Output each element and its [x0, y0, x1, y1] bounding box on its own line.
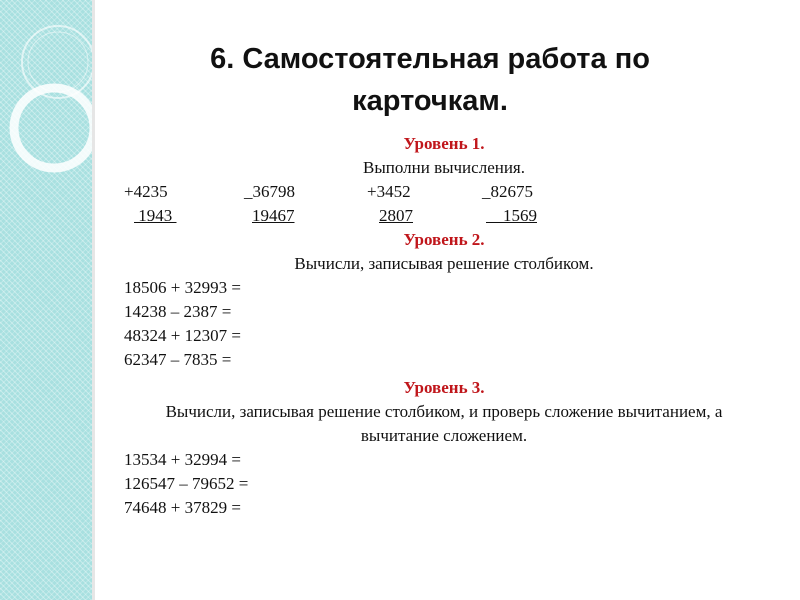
level1-top-1: _36798 [244, 182, 295, 201]
page-title [150, 38, 710, 122]
level2-item: 62347 – 7835 = [124, 350, 232, 369]
level2-item: 18506 + 32993 = [124, 278, 241, 297]
decorative-sidebar [0, 0, 95, 600]
level1-bottom-2: 2807 [379, 206, 413, 225]
level1-instruction: Выполни вычисления. [363, 158, 525, 177]
level1-top-3: _82675 [482, 182, 533, 201]
level2-instruction: Вычисли, записывая решение столбиком. [294, 254, 594, 273]
level3-item: 126547 – 79652 = [124, 474, 249, 493]
level1-bottom-3: 1569 [486, 206, 537, 225]
worksheet-content [124, 132, 764, 520]
level1-top-row [124, 180, 764, 204]
level2-item: 14238 – 2387 = [124, 302, 232, 321]
level2-heading: Уровень 2. [403, 230, 485, 249]
level3-instruction: Вычисли, записывая решение столбиком, и проверь сложение вычитанием, а вычитание сложением. [165, 402, 723, 445]
decorative-rings [0, 0, 92, 600]
level2-item: 48324 + 12307 = [124, 326, 241, 345]
level3-heading: Уровень 3. [403, 378, 485, 397]
page-title-line2: карточкам. [352, 85, 508, 117]
level3-item: 74648 + 37829 = [124, 498, 241, 517]
level1-heading: Уровень 1. [403, 134, 485, 153]
level1-bottom-1: 19467 [252, 206, 295, 225]
level1-bottom-row [124, 204, 764, 228]
level3-item: 13534 + 32994 = [124, 450, 241, 469]
level1-bottom-0: 1943 [134, 206, 177, 225]
level1-top-0: +4235 [124, 182, 168, 201]
page-title-line1: 6. Самостоятельная работа по [210, 43, 650, 75]
level1-top-2: +3452 [367, 182, 411, 201]
